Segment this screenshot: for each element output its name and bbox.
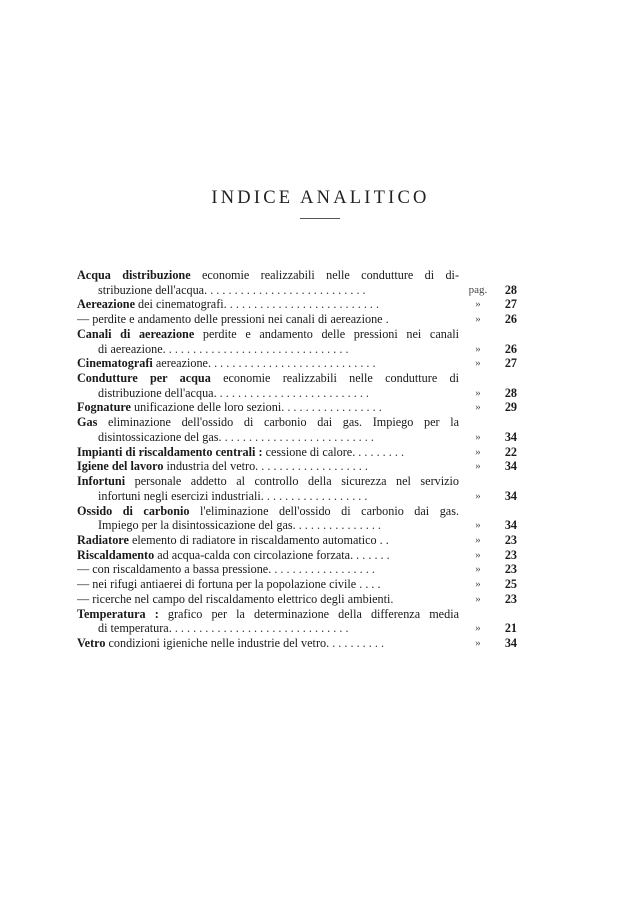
index-line bbox=[77, 312, 517, 327]
index-entry-text bbox=[77, 548, 459, 563]
page-number: 34 bbox=[504, 488, 517, 503]
dot-leader: . . . . . . . . bbox=[355, 444, 404, 459]
index-description: infortuni negli esercizi industriali. bbox=[98, 488, 264, 503]
index-entry-text bbox=[98, 283, 459, 298]
index-description: aereazione. bbox=[155, 356, 212, 371]
index-heading: Ossido di carbonio bbox=[77, 503, 190, 518]
index-entry-text bbox=[98, 518, 459, 533]
index-description: economie realizzabili nelle condutture di di- bbox=[201, 268, 459, 282]
index-line bbox=[77, 327, 517, 342]
index-line bbox=[77, 592, 517, 607]
index-list bbox=[77, 268, 517, 651]
page-prefix: » bbox=[475, 578, 481, 591]
index-line bbox=[77, 504, 517, 519]
dot-leader: . . . . . . . . . bbox=[329, 635, 384, 650]
index-entry-text bbox=[77, 327, 459, 342]
dot-leader: . . . . . . . . . . . . . . bbox=[295, 518, 381, 533]
index-heading: Fognature bbox=[77, 400, 131, 415]
page-prefix: » bbox=[475, 430, 481, 443]
page-number: 26 bbox=[504, 341, 517, 356]
index-heading: Temperatura : bbox=[77, 606, 159, 621]
page-prefix: » bbox=[475, 401, 481, 414]
index-entry-text bbox=[77, 504, 459, 519]
index-description: industria del vetro. bbox=[166, 459, 259, 474]
dot-leader: . . . . . . . . . . . . . . . . bbox=[284, 400, 382, 415]
index-line bbox=[77, 607, 517, 622]
index-line bbox=[77, 283, 517, 298]
index-line bbox=[77, 621, 517, 636]
index-entry-text bbox=[77, 445, 459, 460]
index-description: l'eliminazione dell'ossido di carbonio dai gas. bbox=[199, 503, 459, 518]
index-line bbox=[77, 474, 517, 489]
page-prefix: » bbox=[475, 342, 481, 355]
index-line bbox=[77, 533, 517, 548]
index-entry-text bbox=[77, 268, 459, 283]
dot-leader: . . . . . . . . . . . . . . . . . bbox=[263, 488, 368, 503]
page-prefix: » bbox=[475, 460, 481, 473]
index-heading: Aereazione bbox=[77, 297, 135, 312]
index-description: personale addetto al controllo della sicurezza nel servizio bbox=[134, 474, 459, 489]
index-line bbox=[77, 386, 517, 401]
index-heading: Radiatore bbox=[77, 532, 129, 547]
page-prefix: » bbox=[475, 313, 481, 326]
index-description: Impiego per la disintossicazione del gas. bbox=[98, 518, 296, 533]
page-prefix: » bbox=[475, 298, 481, 311]
index-entry-text bbox=[77, 312, 459, 327]
index-description: ad acqua-calda con circolazione forzata. bbox=[157, 547, 354, 562]
index-line bbox=[77, 297, 517, 312]
page-number: 27 bbox=[504, 356, 517, 371]
index-entry-text bbox=[77, 533, 459, 548]
dot-leader: . . . . . . . . . . . . . . . . . . . . . . . . . . . . . . bbox=[165, 341, 349, 356]
index-line bbox=[77, 356, 517, 371]
index-description: dei cinematografi. bbox=[138, 297, 227, 312]
page-number: 23 bbox=[504, 562, 517, 577]
index-line bbox=[77, 636, 517, 651]
index-heading: Canali di aereazione bbox=[77, 326, 195, 341]
index-line bbox=[77, 445, 517, 460]
dot-leader: . . . . . . . . . . . . . . . . . . . . . . . . . . bbox=[207, 282, 366, 297]
index-line bbox=[77, 562, 517, 577]
page-prefix: pag. bbox=[468, 283, 488, 296]
page-prefix: » bbox=[475, 386, 481, 399]
dot-leader: . . . . . . . . . . . . . . . . . . . . . . . . . bbox=[221, 429, 374, 444]
dot-leader: . . . . . . . . . . . . . . . . . . . . . . . . . . . bbox=[211, 356, 376, 371]
index-description: eliminazione dell'ossido di carbonio dai gas. Impiego per la bbox=[107, 415, 459, 430]
page-number: 34 bbox=[504, 635, 517, 650]
page-number: 27 bbox=[504, 297, 517, 312]
page-number: 21 bbox=[504, 621, 517, 636]
index-line bbox=[77, 548, 517, 563]
index-line bbox=[77, 371, 517, 386]
index-entry-text bbox=[77, 459, 459, 474]
index-description: elemento di radiatore in riscaldamento automatico . . bbox=[131, 532, 389, 547]
dot-leader: . . . . . . . . . . . . . . . . . . . . . . . . . . . . . bbox=[171, 621, 349, 636]
index-description: perdite e andamento delle pressioni nei canali bbox=[202, 326, 459, 341]
index-entry-text bbox=[77, 592, 459, 607]
index-description: grafico per la determinazione della differenza media bbox=[167, 606, 459, 621]
index-description: economie realizzabili nelle condutture di bbox=[223, 371, 459, 386]
index-line bbox=[77, 489, 517, 504]
page-prefix: » bbox=[475, 636, 481, 649]
page-number: 34 bbox=[504, 429, 517, 444]
page-number: 23 bbox=[504, 591, 517, 606]
dot-leader: . . . . . . bbox=[353, 547, 390, 562]
index-entry-text bbox=[77, 577, 459, 592]
index-line bbox=[77, 518, 517, 533]
dot-leader: . . . . . . . . . . . . . . . . . . bbox=[258, 459, 368, 474]
page-prefix: » bbox=[475, 489, 481, 502]
index-description: disintossicazione del gas. bbox=[98, 429, 222, 444]
index-line bbox=[77, 430, 517, 445]
index-line bbox=[77, 268, 517, 283]
page-number: 34 bbox=[504, 459, 517, 474]
index-line bbox=[77, 400, 517, 415]
index-description: — nei rifugi antiaerei di fortuna per la popolazione civile . . . . bbox=[77, 577, 381, 592]
index-entry-text bbox=[98, 430, 459, 445]
index-line bbox=[77, 459, 517, 474]
index-description: di aereazione. bbox=[98, 341, 166, 356]
index-entry-text bbox=[77, 415, 459, 430]
index-description: condizioni igieniche nelle industrie del vetro. bbox=[108, 635, 330, 650]
page-number: 23 bbox=[504, 532, 517, 547]
index-heading: Cinematografi bbox=[77, 356, 153, 371]
index-entry-text bbox=[77, 636, 459, 651]
dot-leader: . . . . . . . . . . . . . . . . . . . . . . . . . bbox=[226, 297, 380, 312]
index-entry-text bbox=[98, 386, 459, 401]
dot-leader: . . . . . . . . . . . . . . . . . bbox=[271, 562, 375, 577]
index-heading: Infortuni bbox=[77, 474, 126, 489]
index-heading: Impianti di riscaldamento centrali : bbox=[77, 444, 263, 459]
index-line bbox=[77, 415, 517, 430]
index-entry-text bbox=[98, 621, 459, 636]
page-number: 28 bbox=[504, 385, 517, 400]
index-entry-text bbox=[98, 342, 459, 357]
index-heading: Vetro bbox=[77, 635, 106, 650]
index-entry-text bbox=[77, 371, 459, 386]
dot-leader: . . . . . . . . . . . . . . . . . . . . . . . . . bbox=[216, 385, 369, 400]
index-entry-text bbox=[77, 297, 459, 312]
page-number: 22 bbox=[504, 444, 517, 459]
page-prefix: » bbox=[475, 563, 481, 576]
index-entry-text bbox=[77, 356, 459, 371]
index-heading: Riscaldamento bbox=[77, 547, 155, 562]
index-entry-text bbox=[98, 489, 459, 504]
page-prefix: » bbox=[475, 519, 481, 532]
page-number: 34 bbox=[504, 518, 517, 533]
index-description: di temperatura. bbox=[98, 621, 172, 636]
page-number: 23 bbox=[504, 547, 517, 562]
index-description: stribuzione dell'acqua. bbox=[98, 282, 208, 297]
index-heading: Condutture per acqua bbox=[77, 371, 211, 386]
page-title: INDICE ANALITICO bbox=[211, 188, 430, 208]
index-description: cessione di calore. bbox=[265, 444, 356, 459]
title-rule bbox=[300, 218, 340, 219]
index-heading: Igiene del lavoro bbox=[77, 459, 164, 474]
page-prefix: » bbox=[475, 548, 481, 561]
index-description: — con riscaldamento a bassa pressione. bbox=[77, 562, 272, 577]
page-number: 25 bbox=[504, 577, 517, 592]
index-heading: Gas bbox=[77, 415, 98, 430]
page-prefix: » bbox=[475, 357, 481, 370]
index-description: unificazione delle loro sezioni. bbox=[134, 400, 285, 415]
page-prefix: » bbox=[475, 445, 481, 458]
page-number: 29 bbox=[504, 400, 517, 415]
index-entry-text bbox=[77, 400, 459, 415]
index-entry-text bbox=[77, 607, 459, 622]
index-line bbox=[77, 577, 517, 592]
index-heading: Acqua distribuzione bbox=[77, 268, 191, 282]
index-description: — ricerche nel campo del riscaldamento elettrico degli ambienti. bbox=[77, 591, 394, 606]
index-description: distribuzione dell'acqua. bbox=[98, 385, 217, 400]
page-number: 28 bbox=[504, 282, 517, 297]
index-entry-text bbox=[77, 562, 459, 577]
page-prefix: » bbox=[475, 622, 481, 635]
page-prefix: » bbox=[475, 533, 481, 546]
index-description: — perdite e andamento delle pressioni nei canali di aereazione . bbox=[77, 312, 389, 327]
index-line bbox=[77, 342, 517, 357]
page-prefix: » bbox=[475, 592, 481, 605]
index-entry-text bbox=[77, 474, 459, 489]
page-number: 26 bbox=[504, 312, 517, 327]
